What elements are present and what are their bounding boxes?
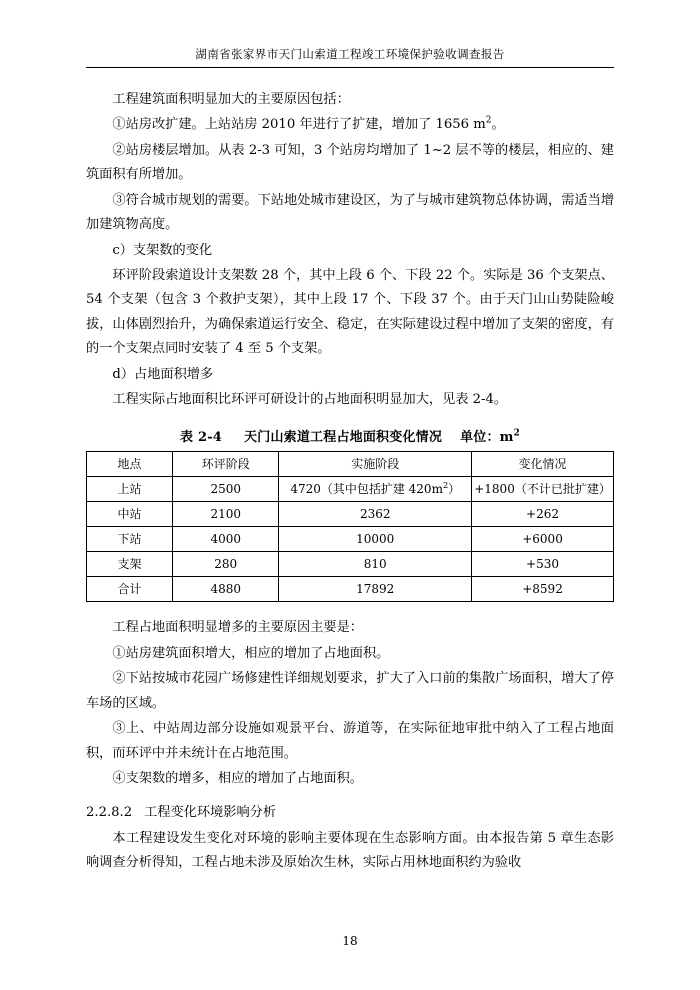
superscript: 2 [442, 480, 449, 491]
cell-change: +1800（不计已批扩建） [472, 477, 614, 502]
paragraph: 工程实际占地面积比环评可研设计的占地面积明显加大，见表 2-4。 [112, 392, 508, 408]
paragraph: ③上、中站周边部分设施如观景平台、游道等，在实际征地审批中纳入了工程占地面积，而环评中并未统计在占地范围。 [86, 721, 614, 761]
cell-location: 中站 [87, 502, 173, 527]
section-title: 工程变化环境影响分析 [144, 805, 277, 821]
cell-location: 支架 [87, 552, 173, 577]
section-number: 2.2.8.2 [86, 805, 133, 821]
paragraph: ②下站按城市花园广场修建性详细规划要求，扩大了入口前的集散广场面积，增大了停车场的区域。 [86, 671, 614, 711]
subsection-title-d: d）占地面积增多 [112, 366, 214, 382]
paragraph: 工程占地面积明显增多的主要原因主要是： [112, 620, 363, 636]
column-header-implementation-stage: 实施阶段 [279, 452, 472, 477]
column-header-change: 变化情况 [472, 452, 614, 477]
table-header-row [87, 452, 614, 477]
page-number: 18 [342, 934, 358, 948]
cell-location: 合计 [87, 577, 173, 602]
cell-impl: 4720（其中包括扩建 $420m^2$） [279, 477, 472, 502]
table-row [87, 577, 614, 602]
paragraph: ①站房建筑面积增大，相应的增加了占地面积。 [112, 645, 390, 661]
cell-change: +530 [472, 552, 614, 577]
cell-location: 下站 [87, 527, 173, 552]
cell-eia: 2500 [173, 477, 279, 502]
table-caption [86, 426, 614, 445]
cell-change: +6000 [472, 527, 614, 552]
table-caption-title: 天门山索道工程占地面积变化情况 [244, 430, 443, 446]
page-header: 湖南省张家界市天门山索道工程竣工环境保护验收调查报告 [86, 46, 614, 68]
table-row [87, 527, 614, 552]
cell-eia: 280 [173, 552, 279, 577]
column-header-location: 地点 [87, 452, 173, 477]
paragraph: ①站房改扩建。上站站房 2010 年进行了扩建，增加了 1656 $m^2$。 [112, 116, 505, 133]
paragraph: 环评阶段索道设计支架数 28 个，其中上段 6 个、下段 22 个。实际是 36 个支架点、54 个支架（包含 3 个救护支架），其中上段 17 个、下段 37 个。由于天门山山势陡险峻拔，山体剧烈抬升，为确保索道运行安全、稳定，在实际建设过程中增加了支架的密度，有的一个支架点同时安装了 4 至 5 个支架。 [86, 267, 614, 357]
paragraph: ②站房楼层增加。从表 2-3 可知，3 个站房均增加了 1~2 层不等的楼层，相应的、建筑面积有所增加。 [86, 142, 614, 183]
land-area-change-table [86, 451, 614, 602]
spacer [86, 602, 614, 616]
table-body [87, 477, 614, 602]
cell-impl: 10000 [279, 527, 472, 552]
cell-change: +262 [472, 502, 614, 527]
table-row [87, 502, 614, 527]
paragraph: 工程建筑面积明显加大的主要原因包括： [112, 92, 350, 107]
column-header-eia-stage: 环评阶段 [173, 452, 279, 477]
paragraph: ③符合城市规划的需要。下站地处城市建设区，为了与城市建筑物总体协调，需适当增加建筑物高度。 [86, 192, 614, 233]
cell-impl: 2362 [279, 502, 472, 527]
table-row [87, 477, 614, 502]
superscript: 2 [485, 116, 492, 127]
paragraph: ④支架数的增多，相应的增加了占地面积。 [112, 771, 363, 787]
cell-eia: 2100 [173, 502, 279, 527]
superscript: 2 [513, 429, 520, 440]
table-caption-unit: 单位：$m^2$ [460, 429, 520, 446]
cell-change: +8592 [472, 577, 614, 602]
table-head [87, 452, 614, 477]
paragraph: 本工程建设发生变化对环境的影响主要体现在生态影响方面。由本报告第 5 章生态影响调查分析得知，工程占地未涉及原始次生林，实际占用林地面积约为验收 [86, 830, 614, 871]
subsection-title-c: c）支架数的变化 [112, 242, 213, 258]
cell-impl: 17892 [279, 577, 472, 602]
cell-eia: 4000 [173, 527, 279, 552]
table-row [87, 552, 614, 577]
cell-eia: 4880 [173, 577, 279, 602]
cell-location: 上站 [87, 477, 173, 502]
section-heading [86, 801, 614, 825]
table-caption-number: 表 2-4 [180, 430, 223, 446]
cell-impl: 810 [279, 552, 472, 577]
